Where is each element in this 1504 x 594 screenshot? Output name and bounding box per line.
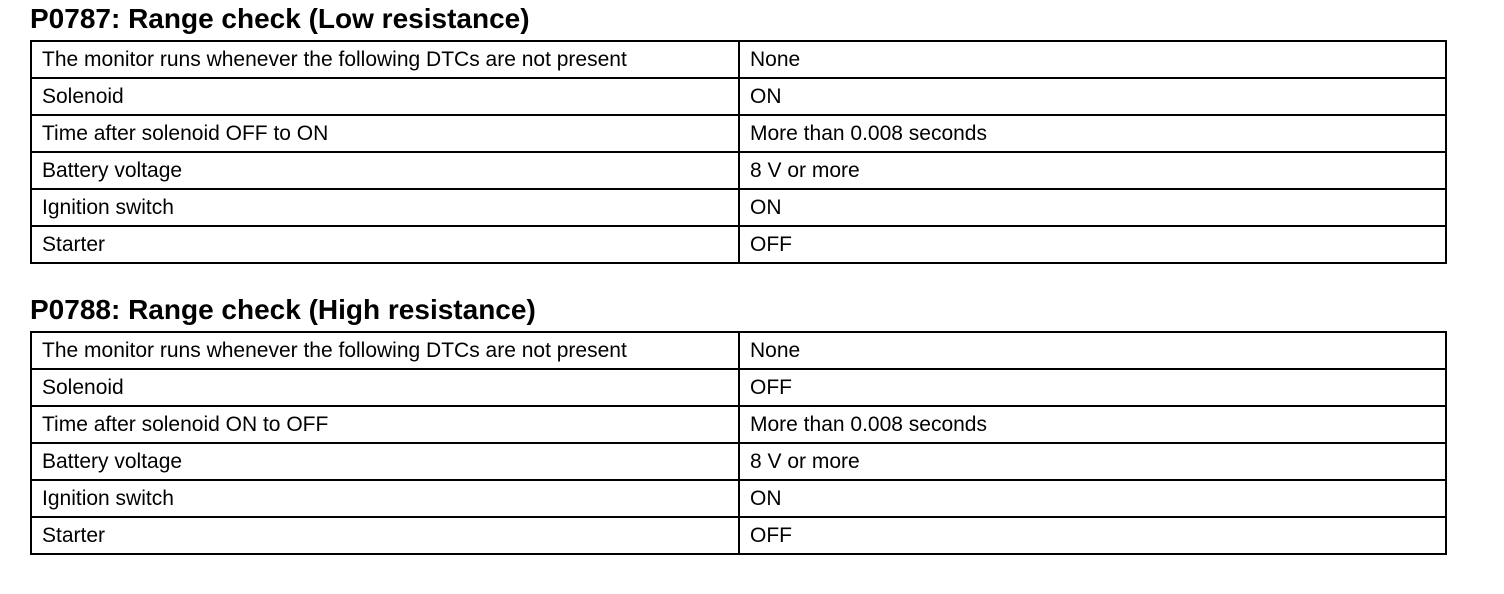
condition-cell: The monitor runs whenever the following DTCs are not present — [31, 41, 739, 78]
table-row — [31, 369, 1446, 406]
condition-cell: Starter — [31, 517, 739, 554]
condition-cell: Ignition switch — [31, 480, 739, 517]
value-cell: More than 0.008 seconds — [739, 406, 1446, 443]
section-title-p0787: P0787: Range check (Low resistance) — [30, 3, 530, 34]
condition-cell: Starter — [31, 226, 739, 263]
condition-cell: Time after solenoid OFF to ON — [31, 115, 739, 152]
table-row — [31, 115, 1446, 152]
conditions-table-p0788 — [30, 331, 1447, 555]
condition-cell: Solenoid — [31, 369, 739, 406]
value-cell: ON — [739, 78, 1446, 115]
condition-cell: The monitor runs whenever the following DTCs are not present — [31, 332, 739, 369]
condition-cell: Ignition switch — [31, 189, 739, 226]
condition-cell: Solenoid — [31, 78, 739, 115]
value-cell: 8 V or more — [739, 443, 1446, 480]
conditions-table-p0787 — [30, 40, 1447, 264]
table-row — [31, 41, 1446, 78]
value-cell: More than 0.008 seconds — [739, 115, 1446, 152]
value-cell: 8 V or more — [739, 152, 1446, 189]
table-row — [31, 406, 1446, 443]
table-row — [31, 480, 1446, 517]
table-row — [31, 189, 1446, 226]
table-row — [31, 78, 1446, 115]
value-cell: OFF — [739, 517, 1446, 554]
table-row — [31, 332, 1446, 369]
value-cell: OFF — [739, 226, 1446, 263]
condition-cell: Battery voltage — [31, 443, 739, 480]
value-cell: ON — [739, 189, 1446, 226]
value-cell: ON — [739, 480, 1446, 517]
value-cell: OFF — [739, 369, 1446, 406]
table-row — [31, 517, 1446, 554]
value-cell: None — [739, 332, 1446, 369]
table-row — [31, 443, 1446, 480]
table-row — [31, 152, 1446, 189]
condition-cell: Battery voltage — [31, 152, 739, 189]
condition-cell: Time after solenoid ON to OFF — [31, 406, 739, 443]
value-cell: None — [739, 41, 1446, 78]
section-title-p0788: P0788: Range check (High resistance) — [30, 294, 536, 325]
table-row — [31, 226, 1446, 263]
